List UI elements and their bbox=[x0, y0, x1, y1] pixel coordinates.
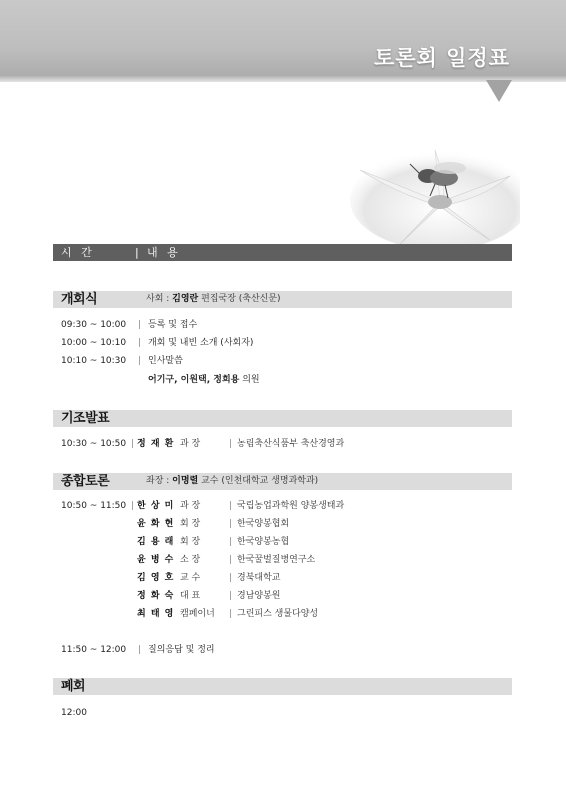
row-time: 10:10 ~ 10:30 bbox=[61, 356, 127, 366]
keynote-name: 정 재 환 bbox=[137, 439, 175, 449]
row-desc: 등록 및 접수 bbox=[148, 320, 198, 330]
row-time: 10:00 ~ 10:10 bbox=[61, 338, 127, 348]
qa-desc: 질의응답 및 정리 bbox=[148, 645, 215, 655]
keynote-section-bar bbox=[53, 410, 512, 427]
row-desc: 개회 및 내빈 소개 (사회자) bbox=[148, 338, 254, 348]
row-time: 09:30 ~ 10:00 bbox=[61, 320, 127, 330]
page-title: 토론회 일정표 bbox=[373, 46, 510, 70]
keynote-title: 기조발표 bbox=[61, 411, 110, 426]
discussion-title: 종합토론 bbox=[61, 474, 110, 489]
closing-section-bar bbox=[53, 678, 512, 695]
column-header bbox=[53, 244, 512, 261]
row-time: 10:50 ~ 11:50 bbox=[61, 501, 127, 511]
row-time: 10:30 ~ 10:50 bbox=[61, 439, 127, 449]
discussion-chair: 좌장 : 이명렬 교수 (인천대학교 생명과학과) bbox=[146, 476, 319, 486]
opening-chair: 사회 : 김영란 편집국장 (축산신문) bbox=[146, 294, 281, 304]
column-content-label: 내 용 bbox=[147, 246, 181, 259]
closing-title: 폐회 bbox=[61, 679, 86, 694]
header-pointer-triangle bbox=[486, 80, 512, 102]
keynote-role: 과 장 bbox=[180, 439, 201, 449]
row-desc: 인사말씀 bbox=[148, 356, 183, 366]
discussion-section-bar bbox=[53, 473, 512, 490]
row-time: 11:50 ~ 12:00 bbox=[61, 645, 127, 655]
opening-section-bar bbox=[53, 291, 512, 308]
column-time-label: 시 간 bbox=[61, 246, 95, 259]
opening-greeters bbox=[148, 374, 260, 386]
opening-title: 개회식 bbox=[61, 292, 98, 307]
bee-flower-image bbox=[340, 140, 520, 246]
column-separator: | bbox=[135, 246, 139, 259]
row-time: 12:00 bbox=[61, 708, 87, 718]
keynote-org: 농림축산식품부 축산경영과 bbox=[237, 439, 345, 449]
greeters-suffix: 의원 bbox=[239, 375, 260, 385]
greeters-names: 어기구, 이원택, 정희용 bbox=[148, 375, 240, 385]
